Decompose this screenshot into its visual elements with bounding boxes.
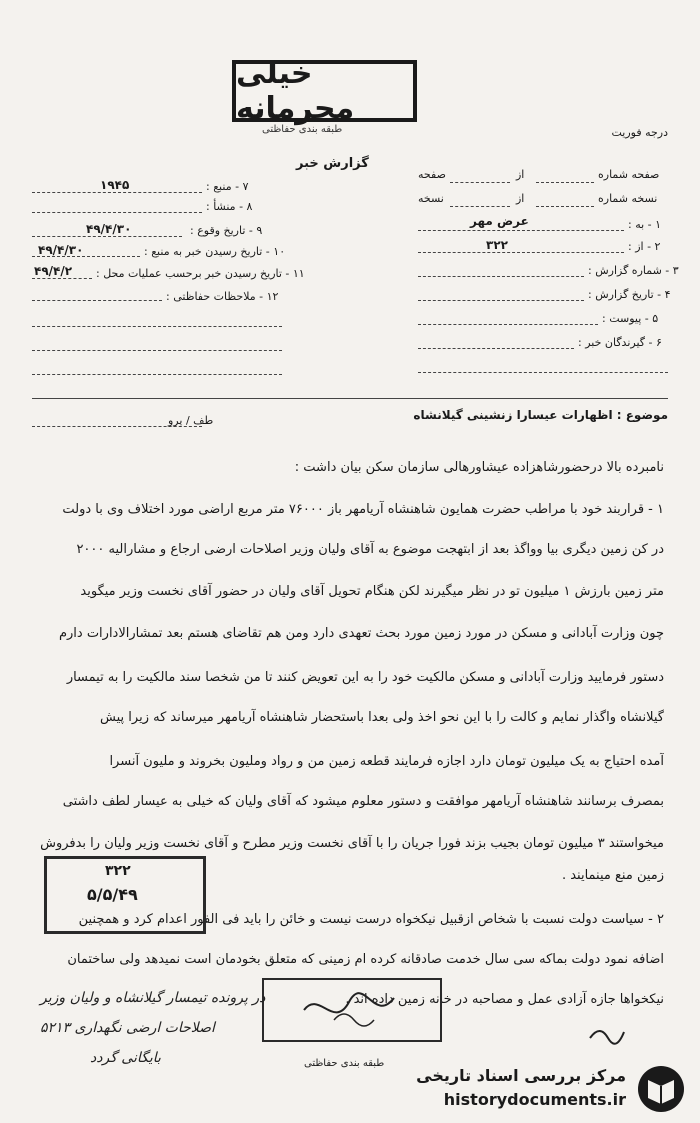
field-report-number-label: ۳ - شماره گزارش : [588,264,679,277]
archive-logo [412,1060,692,1118]
of-label-2: از [516,192,525,205]
field-source-value: ۱۹۴۵ [100,178,130,192]
page-label: صفحه [418,168,446,181]
body-line: نیکخواها جازه آزادی عمل و مصاحبه در خانه زمین داده اند . [345,992,664,1007]
logo-url-text: historydocuments.ir [443,1090,626,1109]
field-ops-date-value: ۴۹/۴/۲ [34,264,73,278]
field-origin-label: ۸ - منشأ : [206,200,253,213]
field-page-number-label: صفحه شماره [598,168,660,181]
classification-caption: طبقه بندی حفاظتی [262,124,343,135]
book-logo-icon [636,1064,686,1114]
body-line: ۱ - قراربند خود با مراطب حضرت همایون شاهنشاه آریامهر باز ۷۶۰۰۰ متر مربع اراضی مورد اختلاف وی با دولت [62,502,664,517]
footer-classification: طبقه بندی حفاظتی [304,1058,385,1069]
received-stamp [44,856,206,934]
classification-stamp-text: خیلی محرمانه [236,56,355,126]
field-copy-number-label: نسخه شماره [598,192,658,205]
field-received-date-value: ۴۹/۴/۳۰ [38,243,84,257]
body-line: گیلانشاه واگذار نمایم و کالت را با این نحو اخذ ولی بعدا باستحضار شاهنشاه آریامهر میرساند که زیرا پیش [100,710,664,725]
report-title: گزارش خبر [296,156,369,171]
of-label-1: از [516,168,525,181]
field-to-label: ۱ - به : [628,218,662,231]
body-line: متر زمین بارزش ۱ میلیون تو در نظر میگیرند لکن هنگام تحویل آقای ولیان در حضور آقای نخست وزیر میگوید [80,584,664,599]
field-report-date-label: ۴ - تاریخ گزارش : [588,288,671,301]
signature-scribble-icon [264,980,440,1040]
classification-stamp [232,56,417,126]
received-stamp-date: ۵/۵/۴۹ [87,885,138,904]
field-attachment-label: ۵ - پیوست : [602,312,659,325]
field-recipients-label: ۶ - گیرندگان خبر : [578,336,662,349]
body-line: اضافه نمود دولت بماکه سی سال خدمت صادقانه کرده ام زمینی که متعلق بخودمان است نمیدهد ولی ساختمان [67,952,664,967]
field-security-notes-label: ۱۲ - ملاحظات حفاظتی : [166,290,279,303]
body-line: در کن زمین دیگری بیا وواگذ بعد از ابتهجت موضوع به آقای ولیان وزیر اصلاحات ارضی ارجاع و مشارالیه ۲۰۰۰ [76,542,664,557]
field-from-label: ۲ - از : [628,240,661,253]
body-line: دستور فرمایید وزارت آبادانی و مسکن مالکیت خود را به این تعویض کنند تا من شخصا سند مالکیت را به تیمسار [66,670,664,685]
body-line: نامبرده بالا درحضورشاهزاده عیشاورهالی سازمان سکن بیان داشت : [294,460,664,475]
received-stamp-number: ۳۲۲ [105,863,131,879]
body-line: بمصرف برسانند شاهنشاه آریامهر موافقت و دستور معلوم میشود که آقای ولیان که خیلی به عیسار لطف داشتی [62,794,664,809]
field-ops-date-label: ۱۱ - تاریخ رسیدن خبر برحسب عملیات محل : [96,267,305,280]
divider [32,398,668,399]
logo-persian-text: مرکز بررسی اسناد تاریخی [416,1066,626,1085]
body-line: ۲ - سیاست دولت نسبت با شخاص ازقبیل نیکخواه درست نیست و خائن را باید فی الفور اعدام کرد و همچنین [78,912,664,927]
handwritten-note-line: در پرونده تیمسار گیلانشاه و ولیان وزیر [40,990,266,1006]
side-reference: طف / پرو [168,414,214,427]
initial-scribble-icon [586,1020,626,1050]
field-to-value: عرض مهر [470,214,529,228]
body-line: زمین منع مینمایند . [561,868,664,883]
handwritten-note-line: بایگانی گردد [90,1050,161,1066]
subject-line: موضوع : اظهارات عیسارا زنشینی گیلانشاه [413,408,668,422]
field-event-date-value: ۴۹/۴/۳۰ [86,222,132,236]
field-source-label: ۷ - منبع : [206,180,249,193]
body-line: آمده احتیاج به یک میلیون تومان دارد اجازه فرمایند قطعه زمین من و رواد وملیون بخروند و ملیون آنسرا [109,754,664,769]
body-line: چون وزارت آبادانی و مسکن در مورد زمین مورد بحث تعهدی دارد ومن هم تقاضای هستم بعد تمشارالادارات دارم [58,626,664,641]
handwritten-note-line: اصلاحات ارضی نگهداری ۵۲۱۳ [40,1020,215,1036]
urgency-label: درجه فوریت [611,126,668,139]
field-event-date-label: ۹ - تاریخ وقوع : [190,224,263,237]
signature-stamp [262,978,442,1042]
copy-label: نسخه [418,192,444,205]
field-received-date-label: ۱۰ - تاریخ رسیدن خبر به منبع : [144,245,286,258]
body-line: میخواستند ۳ میلیون تومان بجیب بزند فورا جریان را با آقای نخست وزیر مطرح و آقای نخست وزیر ولیان را بدفروش [40,836,664,851]
field-from-value: ۳۲۲ [486,238,508,252]
